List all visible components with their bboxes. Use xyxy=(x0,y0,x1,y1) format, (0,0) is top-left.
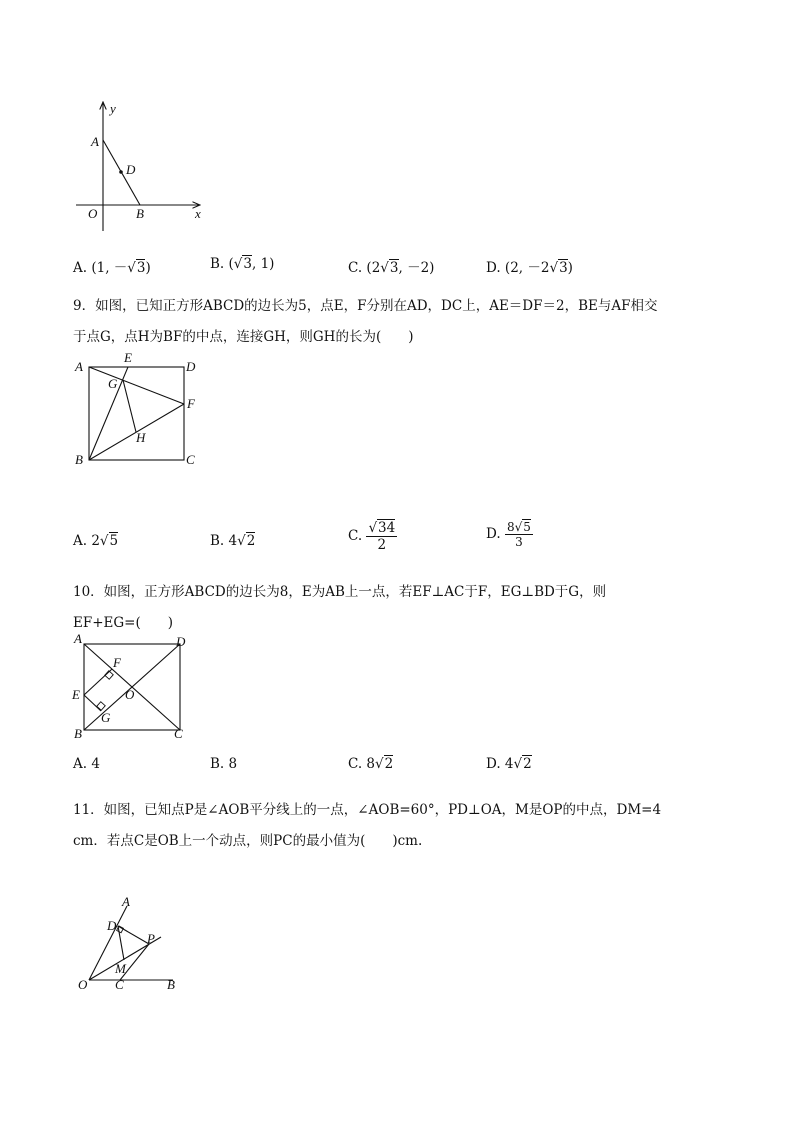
q8-a-close: ) xyxy=(145,260,151,276)
q9-option-d xyxy=(486,520,533,549)
q9-c-fraction: $\frac{√34}{2}$ xyxy=(368,520,396,553)
label-g: G xyxy=(101,710,111,725)
label-h: H xyxy=(136,430,146,445)
label-c: C xyxy=(174,726,183,741)
label-c: C xyxy=(186,452,195,467)
label-d: D xyxy=(176,634,186,649)
square-abcd xyxy=(89,367,184,460)
q10-stem-line1: 10．如图，正方形ABCD的边长为8，E为AB上一点，若EF⊥AC于F，EG⊥BD于G，则 xyxy=(73,584,607,600)
q8-d-close: ) xyxy=(567,260,573,276)
label-x: x xyxy=(195,206,201,221)
q9-c-radicand: 34 xyxy=(378,520,396,536)
q9-d-denominator: 3 xyxy=(515,535,523,549)
q8-b-text: B. ( xyxy=(210,256,234,272)
label-b: B xyxy=(167,977,175,992)
q9-c-text: C. xyxy=(348,528,367,544)
label-b: B xyxy=(75,452,83,467)
label-d: D xyxy=(186,359,196,374)
label-d: D xyxy=(107,918,117,933)
label-o: O xyxy=(125,687,135,702)
label-b: B xyxy=(74,726,82,741)
label-a: A xyxy=(122,894,130,909)
q10-option-c: C. 8√2 xyxy=(348,756,394,772)
label-f: F xyxy=(113,655,121,670)
q11-stem-line2: cm．若点C是OB上一个动点，则PC的最小值为( )cm. xyxy=(73,833,423,849)
q8-option-b: B. (√3, 1) xyxy=(210,256,275,272)
q8-c-radicand: 3 xyxy=(389,260,399,276)
q8-option-d: D. (2, －2√3) xyxy=(486,260,573,276)
q10-option-a: A. 4 xyxy=(73,756,100,772)
label-a: A xyxy=(75,359,83,374)
q8-a-radicand: 3 xyxy=(136,260,146,276)
q9-a-radicand: 5 xyxy=(109,533,119,549)
label-e: E xyxy=(124,350,132,365)
q8-b-radicand: 3 xyxy=(243,256,252,272)
label-g: G xyxy=(108,376,118,391)
point-d xyxy=(119,170,123,174)
q9-option-c xyxy=(348,520,397,553)
label-m: M xyxy=(115,961,126,976)
q9-d-radicand: 5 xyxy=(523,520,531,534)
q10-d-radicand: 2 xyxy=(523,756,532,772)
q9-square-figure xyxy=(72,350,212,471)
label-a: A xyxy=(91,134,99,149)
q9-stem-line1: 9．如图，已知正方形ABCD的边长为5，点E，F分别在AD，DC上，AE＝DF＝2，BE与AF相交 xyxy=(73,298,658,314)
label-y: y xyxy=(110,101,116,116)
label-p: P xyxy=(147,931,155,946)
segment-af xyxy=(89,367,184,404)
q8-option-a: A. (1, －√3) xyxy=(73,260,151,276)
q9-a-text: A. 2 xyxy=(73,533,100,549)
q8-d-radicand: 3 xyxy=(559,260,568,276)
q9-b-text: B. 4 xyxy=(210,533,238,549)
right-angle-g xyxy=(97,702,105,710)
label-f: F xyxy=(187,396,195,411)
q9-option-a: A. 2√5 xyxy=(73,533,119,549)
label-b: B xyxy=(136,206,144,221)
q8-option-c: C. (2√3, －2) xyxy=(348,260,435,276)
q9-b-radicand: 2 xyxy=(246,533,256,549)
q8-coordinate-figure xyxy=(70,98,220,238)
q8-c-text: C. (2 xyxy=(348,260,381,276)
q10-stem-line2: EF+EG=( ) xyxy=(73,615,174,631)
q10-c-radicand: 2 xyxy=(384,756,394,772)
q11-stem-line1: 11．如图，已知点P是∠AOB平分线上的一点，∠AOB=60°，PD⊥OA，M是OP的中点，DM=4 xyxy=(73,802,662,818)
label-a: A xyxy=(74,631,82,646)
q9-c-denominator: 2 xyxy=(377,537,387,553)
q8-d-text: D. (2, －2 xyxy=(486,260,550,276)
q10-option-d: D. 4√2 xyxy=(486,756,532,772)
q10-d-text: D. 4 xyxy=(486,756,514,772)
q9-option-b: B. 4√2 xyxy=(210,533,256,549)
label-o: O xyxy=(88,206,98,221)
q10-square-figure xyxy=(72,631,202,744)
segment-dm xyxy=(118,926,124,960)
q10-option-b: B. 8 xyxy=(210,756,238,772)
label-e: E xyxy=(72,687,80,702)
q9-d-fraction: $\frac{8√5}{3}$ xyxy=(506,520,531,549)
segment-ef xyxy=(84,669,112,695)
q10-c-text: C. 8 xyxy=(348,756,376,772)
q9-stem-line2: 于点G，点H为BF的中点，连接GH，则GH的长为( ) xyxy=(73,329,414,345)
q8-a-text: A. (1, － xyxy=(73,260,128,276)
segment-pd xyxy=(118,926,149,944)
q9-d-coef: 8 xyxy=(506,520,515,534)
q9-d-text: D. xyxy=(486,526,505,542)
label-c: C xyxy=(115,977,124,992)
segment-gh xyxy=(123,380,136,432)
q11-angle-figure xyxy=(76,896,196,996)
q8-c-close: , －2) xyxy=(398,260,435,276)
q8-b-close: , 1) xyxy=(251,256,275,272)
label-d: D xyxy=(126,162,136,177)
label-o: O xyxy=(78,977,88,992)
segment-eg xyxy=(84,695,101,711)
